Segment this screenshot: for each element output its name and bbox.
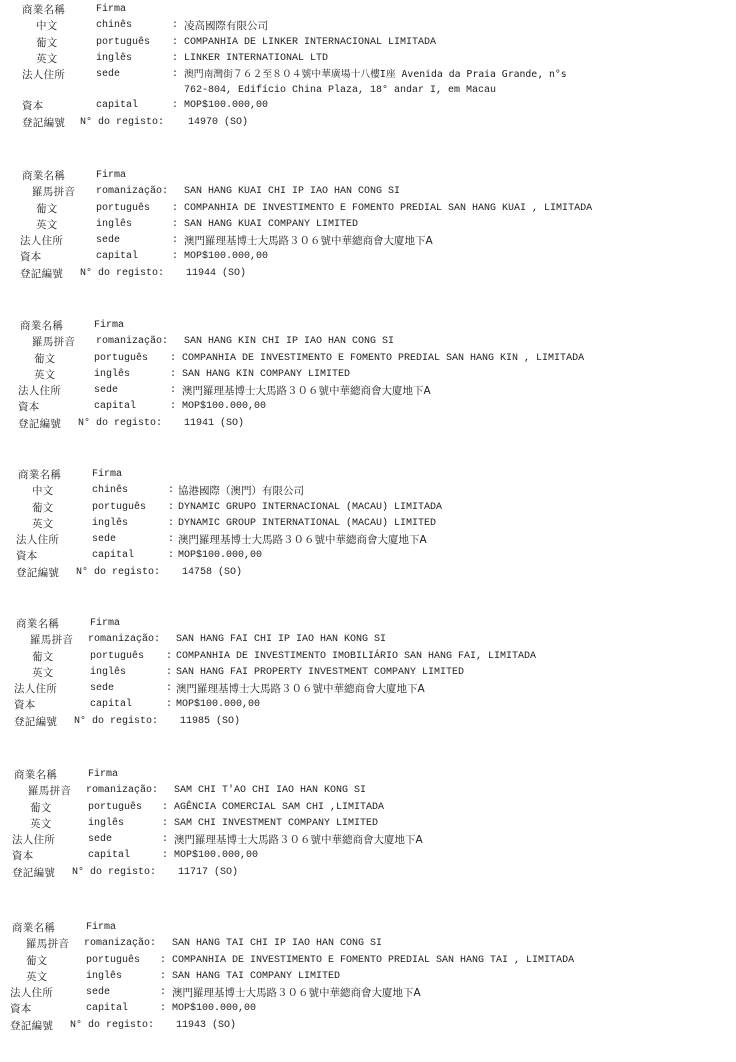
capital-value: MOP$100.000,00 xyxy=(176,699,261,711)
capital-value: MOP$100.000,00 xyxy=(172,1003,257,1015)
capital-label-pt: capital xyxy=(96,100,139,112)
portugues-label-zh: 葡文 xyxy=(26,954,48,967)
ingles-label-pt: inglês xyxy=(90,666,127,678)
colon: : xyxy=(166,666,173,678)
sede-label-pt: sede xyxy=(96,69,121,81)
colon: : xyxy=(172,69,179,81)
registo-label-zh: 登記編號 xyxy=(18,417,62,430)
ingles-value: SAN HANG KUAI COMPANY LIMITED xyxy=(184,218,359,230)
capital-label-pt: capital xyxy=(92,550,135,562)
capital-label-pt: capital xyxy=(96,251,139,263)
ingles-label-zh: 英文 xyxy=(34,368,56,381)
portugues-label-pt: português xyxy=(92,501,147,513)
chines-label-zh: 中文 xyxy=(36,20,58,33)
colon: : xyxy=(166,699,173,711)
portugues-label-zh: 葡文 xyxy=(36,202,58,215)
chines-label-pt: chinês xyxy=(92,485,129,497)
capital-value: MOP$100.000,00 xyxy=(184,251,269,263)
colon: : xyxy=(168,550,175,562)
colon: : xyxy=(168,534,175,546)
colon: : xyxy=(166,650,173,662)
portugues-row xyxy=(0,35,736,51)
registo-label-zh: 登記編號 xyxy=(10,1019,54,1032)
sede-label-pt: sede xyxy=(90,683,115,695)
registo-row xyxy=(0,115,736,131)
colon: : xyxy=(172,235,179,247)
sede-label-zh: 法人住所 xyxy=(12,834,56,847)
company-name: SAM CHI T'AO CHI IAO HAN KONG SI xyxy=(174,785,367,797)
ingles-value: SAN HANG KIN COMPANY LIMITED xyxy=(182,368,351,380)
ingles-value: LINKER INTERNATIONAL LTD xyxy=(184,52,329,64)
sede-value: 澳門羅理基博士大馬路３０６號中華總商會大廈地下A xyxy=(174,834,423,847)
capital-value: MOP$100.000,00 xyxy=(178,550,263,562)
portugues-label-zh: 葡文 xyxy=(32,501,54,514)
registo-value: 11717 (SO) xyxy=(178,866,239,878)
colon: : xyxy=(172,36,179,48)
registo-label-zh: 登記編號 xyxy=(14,715,58,728)
colon: : xyxy=(168,485,175,497)
colon: : xyxy=(170,401,177,413)
ingles-value: SAM CHI INVESTMENT COMPANY LIMITED xyxy=(174,817,379,829)
portugues-label-pt: português xyxy=(96,36,151,48)
ingles-label-zh: 英文 xyxy=(26,970,48,983)
registo-label-pt: N° do registo: xyxy=(74,715,159,727)
ingles-label-pt: inglês xyxy=(92,517,129,529)
colon: : xyxy=(162,801,169,813)
capital-row xyxy=(0,98,736,114)
capital-label-pt: capital xyxy=(86,1003,129,1015)
colon: : xyxy=(162,834,169,846)
colon: : xyxy=(172,251,179,263)
portugues-value: COMPANHIA DE INVESTIMENTO IMOBILIÁRIO SAN HANG FAI, LIMITADA xyxy=(176,650,537,662)
sede-label-pt: sede xyxy=(94,385,119,397)
colon: : xyxy=(168,517,175,529)
registo-value: 11943 (SO) xyxy=(176,1019,237,1031)
capital-value: MOP$100.000,00 xyxy=(182,401,267,413)
registry-entry xyxy=(0,2,736,131)
company-name: SAN HANG KUAI CHI IP IAO HAN CONG SI xyxy=(184,186,401,198)
registo-value: 11944 (SO) xyxy=(186,267,247,279)
ingles-label-zh: 英文 xyxy=(32,517,54,530)
colon: : xyxy=(172,100,179,112)
sede-value-continued: 762-804, Edifício China Plaza, 18° andar I, em Macau xyxy=(184,85,497,97)
ingles-label-pt: inglês xyxy=(86,970,123,982)
sede-label-zh: 法人住所 xyxy=(10,987,54,1000)
company-name: 協港國際（澳門）有限公司 xyxy=(178,485,304,498)
ingles-value: DYNAMIC GROUP INTERNATIONAL (MACAU) LIMITED xyxy=(178,517,437,529)
registo-value: 14970 (SO) xyxy=(188,116,249,128)
sede-label-zh: 法人住所 xyxy=(18,385,62,398)
registo-label-zh: 登記編號 xyxy=(12,866,56,879)
sede-row xyxy=(0,67,736,83)
portugues-value: COMPANHIA DE INVESTIMENTO E FOMENTO PREDIAL SAN HANG KUAI , LIMITADA xyxy=(184,202,593,214)
sede-value: 澳門羅理基博士大馬路３０６號中華總商會大廈地下A xyxy=(182,385,431,398)
sede-value: 澳門羅理基博士大馬路３０６號中華總商會大廈地下A xyxy=(176,683,425,696)
colon: : xyxy=(172,202,179,214)
colon: : xyxy=(162,850,169,862)
colon: : xyxy=(170,385,177,397)
sede-row-continued xyxy=(0,83,736,98)
portugues-value: COMPANHIA DE INVESTIMENTO E FOMENTO PREDIAL SAN HANG TAI , LIMITADA xyxy=(172,954,575,966)
capital-label-zh: 資本 xyxy=(16,550,38,563)
colon: : xyxy=(168,501,175,513)
ingles-label-zh: 英文 xyxy=(36,218,58,231)
firma-label-zh: 商業名稱 xyxy=(22,4,66,16)
sede-label-pt: sede xyxy=(86,987,111,999)
registo-label-pt: N° do registo: xyxy=(76,566,161,578)
ingles-label-pt: inglês xyxy=(96,52,133,64)
colon: : xyxy=(160,987,167,999)
portugues-value: AGÊNCIA COMERCIAL SAM CHI ,LIMITADA xyxy=(174,801,385,813)
registry-entry xyxy=(0,318,736,432)
colon: : xyxy=(172,52,179,64)
colon: : xyxy=(172,20,179,32)
firma-label-zh: 商業名稱 xyxy=(18,469,62,481)
firma-label-pt: Firma xyxy=(92,469,123,480)
sede-label-zh: 法人住所 xyxy=(22,69,66,82)
registo-value: 14758 (SO) xyxy=(182,566,243,578)
portugues-label-pt: português xyxy=(88,801,143,813)
colon: : xyxy=(170,368,177,380)
firma-label-pt: Firma xyxy=(86,922,117,933)
registo-label-zh: 登記編號 xyxy=(22,116,66,129)
romanizacao-label-zh: 羅馬拼音 xyxy=(32,336,76,349)
firma-label-pt: Firma xyxy=(96,4,127,15)
colon: : xyxy=(172,218,179,230)
portugues-value: COMPANHIA DE LINKER INTERNACIONAL LIMITADA xyxy=(184,36,437,48)
ingles-label-zh: 英文 xyxy=(32,666,54,679)
capital-label-zh: 資本 xyxy=(12,850,34,863)
registry-entry xyxy=(0,168,736,282)
capital-label-zh: 資本 xyxy=(22,100,44,113)
portugues-label-zh: 葡文 xyxy=(30,801,52,814)
company-name: 凌高國際有限公司 xyxy=(184,20,268,33)
capital-label-pt: capital xyxy=(94,401,137,413)
colon: : xyxy=(160,1003,167,1015)
sede-label-zh: 法人住所 xyxy=(20,235,64,248)
ingles-label-zh: 英文 xyxy=(30,817,52,830)
capital-label-zh: 資本 xyxy=(14,699,36,712)
portugues-label-pt: português xyxy=(94,352,149,364)
sede-label-pt: sede xyxy=(88,834,113,846)
name-row xyxy=(0,18,736,34)
ingles-label-pt: inglês xyxy=(88,817,125,829)
portugues-value: COMPANHIA DE INVESTIMENTO E FOMENTO PREDIAL SAN HANG KIN , LIMITADA xyxy=(182,352,585,364)
registry-entry xyxy=(0,920,736,1034)
registo-value: 11985 (SO) xyxy=(180,715,241,727)
sede-value: 澳門南灣街７６２至８０４號中華廣場十八樓I座 Avenida da Praia Grande, n°s xyxy=(184,69,567,81)
registo-label-zh: 登記編號 xyxy=(16,566,60,579)
romanizacao-label-zh: 羅馬拼音 xyxy=(30,634,74,647)
company-name: SAN HANG FAI CHI IP IAO HAN KONG SI xyxy=(176,634,387,646)
firma-label-pt: Firma xyxy=(88,769,119,780)
capital-value: MOP$100.000,00 xyxy=(174,850,259,862)
firma-row xyxy=(0,2,736,18)
registo-label-pt: N° do registo: xyxy=(70,1019,155,1031)
romanizacao-label-pt: romanização: xyxy=(88,634,161,646)
ingles-value: SAN HANG FAI PROPERTY INVESTMENT COMPANY LIMITED xyxy=(176,666,465,678)
romanizacao-label-zh: 羅馬拼音 xyxy=(32,186,76,199)
registry-entry xyxy=(0,767,736,881)
registo-label-zh: 登記編號 xyxy=(20,267,64,280)
portugues-label-zh: 葡文 xyxy=(32,650,54,663)
portugues-label-pt: português xyxy=(90,650,145,662)
romanizacao-label-pt: romanização: xyxy=(96,336,169,348)
ingles-row xyxy=(0,51,736,67)
romanizacao-label-zh: 羅馬拼音 xyxy=(26,938,70,951)
romanizacao-label-pt: romanização: xyxy=(84,938,157,950)
portugues-label-zh: 葡文 xyxy=(36,36,58,49)
firma-label-pt: Firma xyxy=(96,170,127,181)
firma-label-zh: 商業名稱 xyxy=(20,320,64,332)
capital-label-zh: 資本 xyxy=(20,251,42,264)
sede-value: 澳門羅理基博士大馬路３０６號中華總商會大廈地下A xyxy=(184,235,433,248)
romanizacao-label-zh: 羅馬拼音 xyxy=(28,785,72,798)
firma-label-pt: Firma xyxy=(90,618,121,629)
registry-entry xyxy=(0,467,736,581)
sede-label-pt: sede xyxy=(92,534,117,546)
colon: : xyxy=(166,683,173,695)
romanizacao-label-pt: romanização: xyxy=(96,186,169,198)
firma-label-zh: 商業名稱 xyxy=(12,922,56,934)
sede-label-pt: sede xyxy=(96,235,121,247)
sede-label-zh: 法人住所 xyxy=(14,683,58,696)
ingles-label-zh: 英文 xyxy=(36,52,58,65)
capital-label-zh: 資本 xyxy=(18,401,40,414)
firma-label-pt: Firma xyxy=(94,320,125,331)
portugues-label-pt: português xyxy=(86,954,141,966)
capital-label-zh: 資本 xyxy=(10,1003,32,1016)
firma-label-zh: 商業名稱 xyxy=(22,170,66,182)
portugues-value: DYNAMIC GRUPO INTERNACIONAL (MACAU) LIMITADA xyxy=(178,501,443,513)
company-name: SAN HANG TAI CHI IP IAO HAN CONG SI xyxy=(172,938,383,950)
chines-label-zh: 中文 xyxy=(32,485,54,498)
registry-entry xyxy=(0,616,736,730)
sede-value: 澳門羅理基博士大馬路３０６號中華總商會大廈地下A xyxy=(172,987,421,1000)
sede-label-zh: 法人住所 xyxy=(16,534,60,547)
firma-label-zh: 商業名稱 xyxy=(16,618,60,630)
ingles-label-pt: inglês xyxy=(94,368,131,380)
company-name: SAN HANG KIN CHI IP IAO HAN CONG SI xyxy=(184,336,395,348)
registo-label-pt: N° do registo: xyxy=(80,267,165,279)
ingles-value: SAN HANG TAI COMPANY LIMITED xyxy=(172,970,341,982)
colon: : xyxy=(160,970,167,982)
portugues-label-zh: 葡文 xyxy=(34,352,56,365)
registo-label-pt: N° do registo: xyxy=(80,116,165,128)
chines-label-pt: chinês xyxy=(96,20,133,32)
colon: : xyxy=(160,954,167,966)
romanizacao-label-pt: romanização: xyxy=(86,785,159,797)
firma-label-zh: 商業名稱 xyxy=(14,769,58,781)
sede-value: 澳門羅理基博士大馬路３０６號中華總商會大廈地下A xyxy=(178,534,427,547)
registo-value: 11941 (SO) xyxy=(184,417,245,429)
capital-label-pt: capital xyxy=(88,850,131,862)
registo-label-pt: N° do registo: xyxy=(72,866,157,878)
colon: : xyxy=(162,817,169,829)
capital-value: MOP$100.000,00 xyxy=(184,100,269,112)
capital-label-pt: capital xyxy=(90,699,133,711)
ingles-label-pt: inglês xyxy=(96,218,133,230)
colon: : xyxy=(170,352,177,364)
registo-label-pt: N° do registo: xyxy=(78,417,163,429)
portugues-label-pt: português xyxy=(96,202,151,214)
